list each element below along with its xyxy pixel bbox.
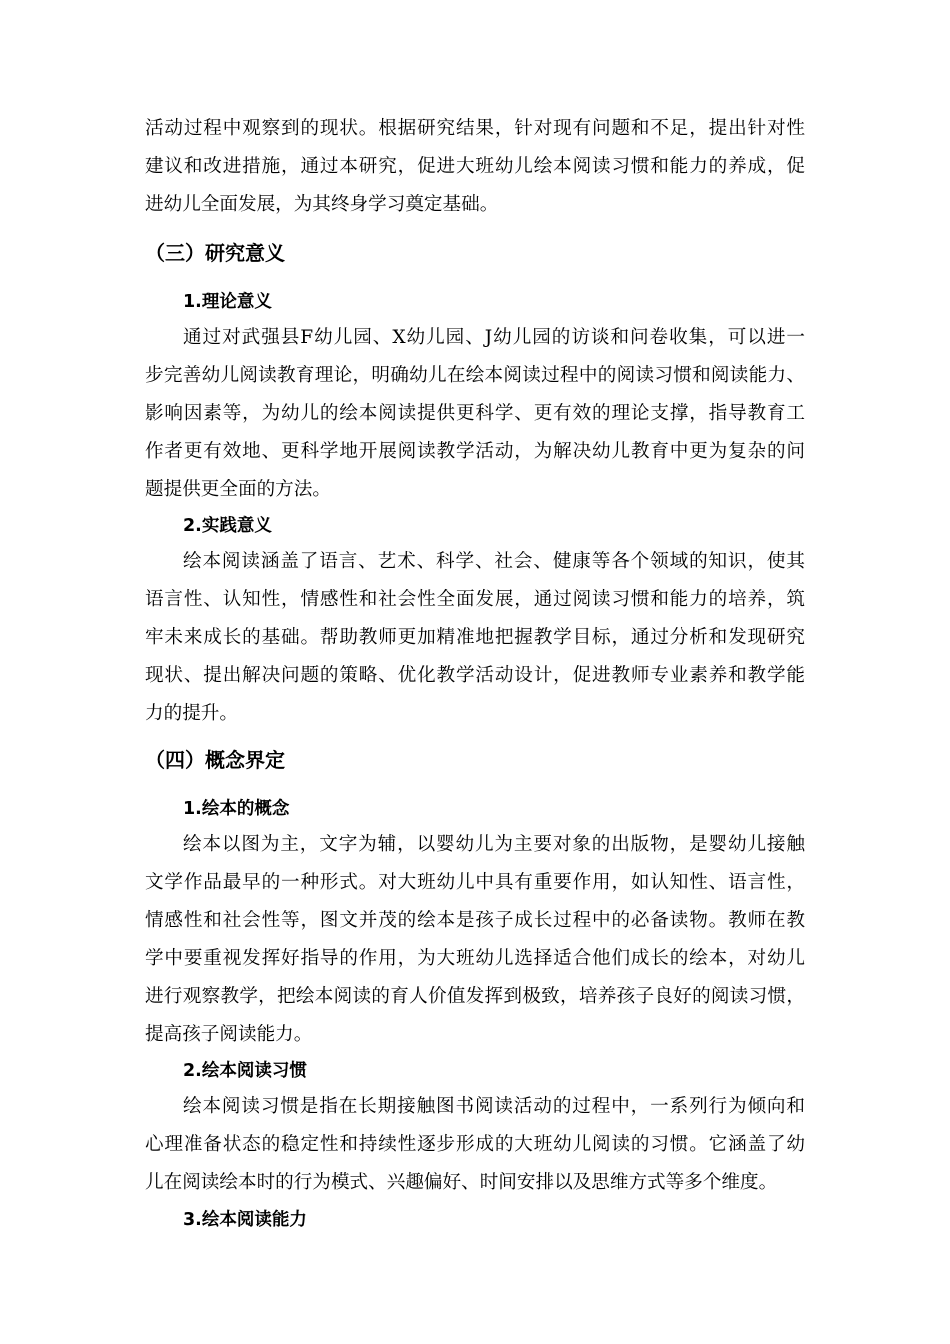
body-text-line: 心理准备状态的稳定性和持续性逐步形成的大班幼儿阅读的习惯。它涵盖了幼	[145, 1134, 805, 1155]
body-text-line: 步完善幼儿阅读教育理论，明确幼儿在绘本阅读过程中的阅读习惯和阅读能力、	[145, 365, 805, 386]
body-text-line: 提高孩子阅读能力。	[145, 1024, 313, 1045]
subheading-reading-habits: 2.绘本阅读习惯	[183, 1061, 307, 1081]
body-text-line: 力的提升。	[145, 703, 238, 724]
body-text-line: 语言性、认知性，情感性和社会性全面发展，通过阅读习惯和能力的培养，筑	[145, 589, 805, 610]
body-text-line: 绘本以图为主，文字为辅，以婴幼儿为主要对象的出版物，是婴幼儿接触	[183, 834, 805, 855]
body-text-line: 现状、提出解决问题的策略、优化教学活动设计，促进教师专业素养和教学能	[145, 665, 805, 686]
body-text-line: 绘本阅读习惯是指在长期接触图书阅读活动的过程中，一系列行为倾向和	[183, 1096, 805, 1117]
body-text-line: 进幼儿全面发展，为其终身学习奠定基础。	[145, 194, 499, 215]
section-heading-concept-definition: （四）概念界定	[145, 748, 285, 772]
body-text-line: 作者更有效地、更科学地开展阅读教学活动，为解决幼儿教育中更为复杂的问	[145, 441, 805, 462]
section-heading-research-significance: （三）研究意义	[145, 241, 285, 265]
subheading-reading-ability: 3.绘本阅读能力	[183, 1210, 307, 1230]
body-text-line: 活动过程中观察到的现状。根据研究结果，针对现有问题和不足，提出针对性	[145, 118, 805, 139]
body-text-line: 儿在阅读绘本时的行为模式、兴趣偏好、时间安排以及思维方式等多个维度。	[145, 1172, 778, 1193]
subheading-practical-significance: 2.实践意义	[183, 516, 272, 536]
body-text-line: 进行观察教学，把绘本阅读的育人价值发挥到极致，培养孩子良好的阅读习惯，	[145, 986, 805, 1007]
body-text-line: 通过对武强县F幼儿园、X幼儿园、J幼儿园的访谈和问卷收集，可以进一	[183, 327, 805, 348]
body-text-line: 建议和改进措施，通过本研究，促进大班幼儿绘本阅读习惯和能力的养成，促	[145, 156, 805, 177]
body-text-line: 题提供更全面的方法。	[145, 479, 331, 500]
body-text-line: 文学作品最早的一种形式。对大班幼儿中具有重要作用，如认知性、语言性，	[145, 872, 805, 893]
body-text-line: 绘本阅读涵盖了语言、艺术、科学、社会、健康等各个领域的知识，使其	[183, 551, 805, 572]
body-text-line: 情感性和社会性等，图文并茂的绘本是孩子成长过程中的必备读物。教师在教	[145, 910, 805, 931]
body-text-line: 影响因素等，为幼儿的绘本阅读提供更科学、更有效的理论支撑，指导教育工	[145, 403, 805, 424]
subheading-picture-book-concept: 1.绘本的概念	[183, 799, 290, 819]
body-text-line: 学中要重视发挥好指导的作用，为大班幼儿选择适合他们成长的绘本，对幼儿	[145, 948, 805, 969]
subheading-theoretical-significance: 1.理论意义	[183, 292, 272, 312]
body-text-line: 牢未来成长的基础。帮助教师更加精准地把握教学目标，通过分析和发现研究	[145, 627, 805, 648]
